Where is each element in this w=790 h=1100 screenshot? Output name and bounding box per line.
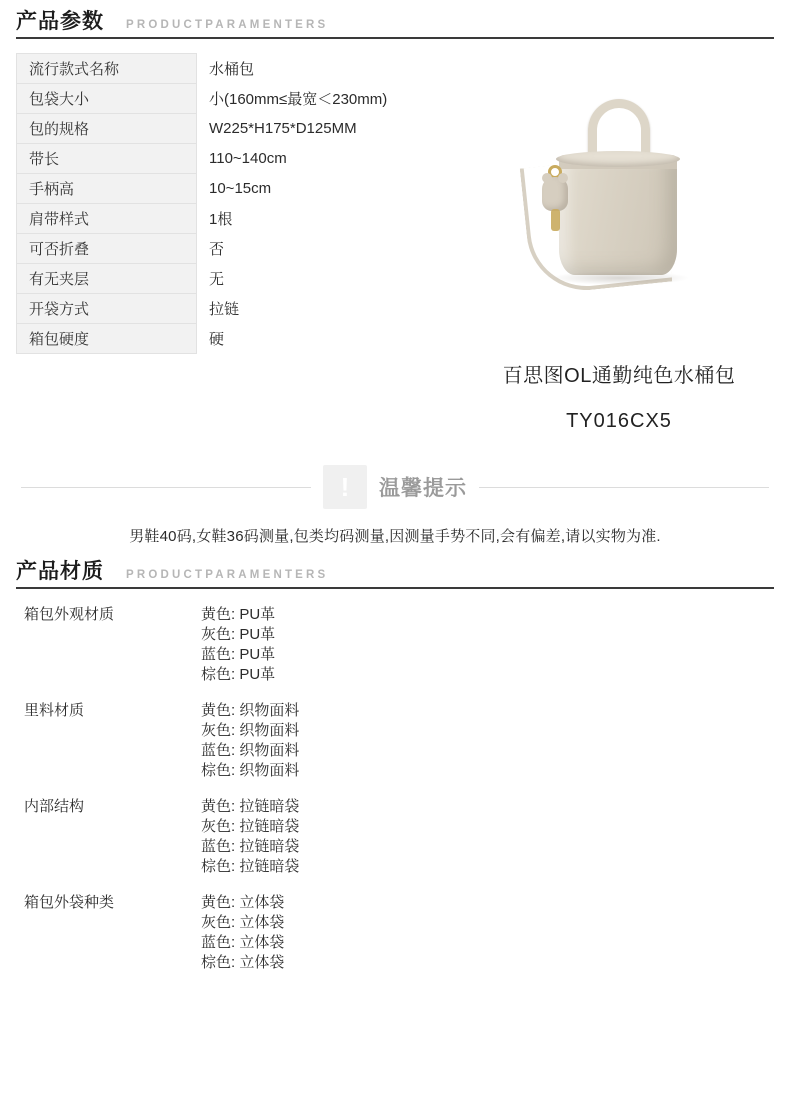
material-label: 箱包外袋种类	[24, 894, 115, 912]
param-key: 包袋大小	[17, 84, 197, 114]
material-value: 棕色: 织物面料	[201, 762, 300, 780]
param-value: 硬	[209, 331, 225, 349]
material-value: 蓝色: PU革	[201, 646, 276, 664]
material-label: 箱包外观材质	[24, 606, 115, 624]
material-values	[201, 797, 774, 877]
material-value: 蓝色: 拉链暗袋	[201, 838, 300, 856]
tips-divider-left	[21, 487, 311, 488]
param-value: 水桶包	[209, 61, 255, 79]
material-value: 棕色: 拉链暗袋	[201, 858, 300, 876]
section-title-material-en: PRODUCTPARAMENTERS	[126, 569, 329, 582]
material-values	[201, 605, 774, 685]
exclamation-icon: !	[323, 465, 367, 509]
bag-body	[559, 155, 677, 275]
param-value: 无	[209, 271, 225, 289]
param-key: 流行款式名称	[17, 54, 197, 84]
bag-rim	[556, 151, 680, 167]
material-value: 棕色: 立体袋	[201, 954, 285, 972]
material-row	[16, 701, 774, 781]
material-value: 棕色: PU革	[201, 666, 276, 684]
bucket-bag-image	[464, 47, 774, 357]
product-title: 百思图OL通勤纯色水桶包	[502, 365, 736, 388]
material-value: 黄色: 拉链暗袋	[201, 798, 300, 816]
material-row	[16, 605, 774, 685]
table-row	[17, 234, 486, 264]
table-row	[17, 84, 486, 114]
material-row	[16, 893, 774, 973]
param-key: 包的规格	[17, 114, 197, 144]
material-label: 内部结构	[24, 798, 85, 816]
material-value: 灰色: 立体袋	[201, 914, 285, 932]
param-key: 箱包硬度	[17, 324, 197, 354]
param-value: 1根	[209, 211, 233, 229]
section-title-params-en: PRODUCTPARAMENTERS	[126, 19, 329, 32]
table-row	[17, 264, 486, 294]
bag-illustration	[504, 65, 734, 325]
table-row	[17, 174, 486, 204]
param-key: 带长	[17, 144, 197, 174]
param-value: 拉链	[209, 301, 240, 319]
section-header-params	[16, 10, 774, 39]
product-image-area	[464, 47, 774, 433]
material-row	[16, 797, 774, 877]
table-row	[17, 114, 486, 144]
param-key: 有无夹层	[17, 264, 197, 294]
material-value: 蓝色: 立体袋	[201, 934, 285, 952]
bag-shadow	[550, 271, 690, 285]
product-detail-page	[0, 10, 790, 1100]
material-values	[201, 701, 774, 781]
material-value: 蓝色: 织物面料	[201, 742, 300, 760]
tips-title: 温馨提示	[379, 477, 467, 501]
material-value: 黄色: 织物面料	[201, 702, 300, 720]
param-value: 10~15cm	[209, 180, 272, 198]
table-row	[17, 54, 486, 84]
param-key: 手柄高	[17, 174, 197, 204]
params-table	[16, 53, 486, 354]
material-value: 灰色: 织物面料	[201, 722, 300, 740]
param-key: 可否折叠	[17, 234, 197, 264]
table-row	[17, 294, 486, 324]
param-value: 小(160mm≤最宽＜230mm)	[209, 91, 388, 109]
product-code: TY016CX5	[566, 410, 672, 433]
bag-handle	[588, 99, 650, 159]
param-value: 否	[209, 241, 225, 259]
section-title-params-cn: 产品参数	[16, 10, 104, 33]
param-value: W225*H175*D125MM	[209, 120, 357, 138]
param-value: 110~140cm	[209, 150, 287, 168]
material-value: 黄色: PU革	[201, 606, 276, 624]
param-key: 肩带样式	[17, 204, 197, 234]
material-value: 灰色: 拉链暗袋	[201, 818, 300, 836]
tips-divider-right	[479, 487, 769, 488]
section-header-material	[16, 560, 774, 589]
table-row	[17, 324, 486, 354]
params-section	[16, 53, 774, 433]
tips-section	[16, 465, 774, 546]
material-value: 灰色: PU革	[201, 626, 276, 644]
table-row	[17, 144, 486, 174]
table-row	[17, 204, 486, 234]
material-value: 黄色: 立体袋	[201, 894, 285, 912]
section-title-material-cn: 产品材质	[16, 560, 104, 584]
material-label: 里料材质	[24, 702, 85, 720]
param-key: 开袋方式	[17, 294, 197, 324]
charm-bear-icon	[542, 177, 568, 211]
charm-tag-icon	[551, 209, 560, 231]
material-values	[201, 893, 774, 973]
tips-text: 男鞋40码,女鞋36码测量,包类均码测量,因测量手势不同,会有偏差,请以实物为准.	[129, 528, 661, 546]
material-section	[16, 605, 774, 973]
bag-charm	[542, 165, 568, 231]
tips-header	[16, 465, 774, 509]
